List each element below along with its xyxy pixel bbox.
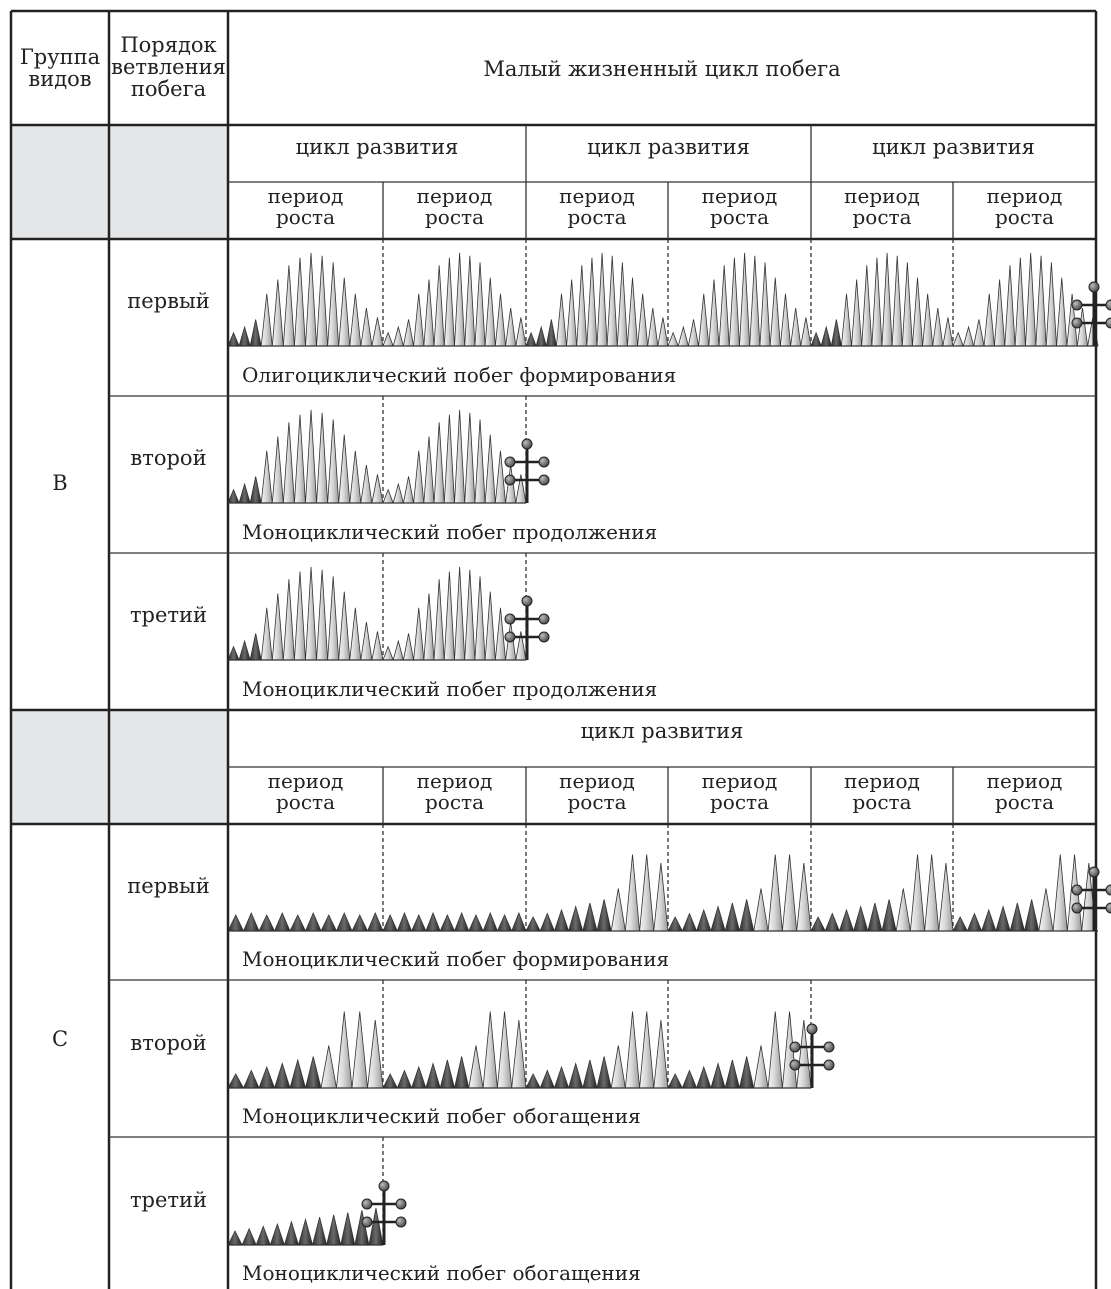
header-shoot-cycle: Малый жизненный цикл побега: [483, 57, 841, 81]
leaf: [465, 256, 475, 346]
leaf: [434, 579, 444, 660]
period-label: период роста: [267, 769, 344, 814]
leaf-scale: [352, 915, 368, 931]
leaf-scale: [967, 914, 981, 932]
leaf: [350, 608, 361, 660]
leaf-scale: [982, 910, 996, 931]
order-label: первый: [127, 289, 210, 313]
leaf: [872, 258, 882, 346]
leaf-scale: [313, 1217, 327, 1245]
leaf-scale: [711, 1064, 725, 1089]
leaf-scale: [668, 917, 682, 931]
leaf: [556, 294, 566, 346]
leaf-scale: [569, 1064, 583, 1089]
leaf-scale: [697, 910, 711, 931]
leaf-scale: [455, 913, 469, 931]
leaf: [403, 476, 413, 503]
leaf-scale: [725, 1060, 739, 1088]
leaf-scale: [337, 913, 353, 931]
leaf: [444, 415, 454, 503]
leaf: [1015, 258, 1025, 346]
leaf: [372, 475, 383, 504]
period-label: период роста: [986, 769, 1063, 814]
leaf-scale: [290, 1060, 306, 1088]
leaf: [495, 451, 505, 503]
leaf-scale: [740, 900, 754, 932]
leaf-scale: [275, 913, 291, 931]
leaf: [403, 633, 413, 660]
leaf-scale: [250, 319, 261, 346]
leaf-scale: [239, 327, 250, 346]
order-label: второй: [130, 446, 207, 470]
leaf: [283, 422, 294, 503]
leaf: [485, 435, 495, 503]
leaf: [465, 570, 475, 660]
leaf: [294, 572, 305, 660]
leaf-scale: [239, 484, 250, 503]
leaf: [455, 410, 465, 503]
leaf-scale: [256, 1226, 270, 1245]
leaf: [455, 567, 465, 660]
leaf-scale: [668, 1074, 682, 1088]
header-group-column: Группа видов: [19, 45, 101, 92]
leaf: [797, 863, 811, 931]
leaf: [465, 413, 475, 503]
leaf: [625, 1012, 639, 1089]
leaf-scale: [526, 333, 536, 346]
leaf-scale: [321, 915, 337, 931]
leaf-scale: [469, 915, 483, 931]
leaf: [328, 262, 339, 346]
leaf: [393, 641, 403, 660]
leaf: [668, 333, 678, 346]
leaf: [577, 265, 587, 346]
leaf: [640, 855, 654, 932]
leaf: [974, 319, 984, 346]
leaf: [339, 592, 350, 660]
leaf-scale: [497, 915, 511, 931]
leaf-scale: [526, 917, 540, 931]
dev-cycle-label: цикл развития: [580, 719, 744, 743]
leaf-scale: [536, 327, 546, 346]
leaf: [272, 280, 283, 347]
leaf: [383, 647, 393, 660]
leaf: [933, 308, 943, 346]
leaf: [791, 308, 801, 346]
leaf: [372, 318, 383, 347]
leaf: [770, 278, 780, 346]
leaf: [261, 608, 272, 660]
leaf: [306, 253, 317, 346]
leaf: [943, 318, 953, 347]
shoot-caption: Моноциклический побег формирования: [242, 947, 670, 971]
leaf: [516, 318, 526, 347]
group-label-c: C: [51, 1027, 69, 1051]
leaf: [339, 278, 350, 346]
leaf-scale: [284, 1222, 298, 1245]
leaf: [688, 319, 698, 346]
leaf: [475, 419, 485, 503]
leaf-scale: [228, 915, 244, 931]
leaf: [852, 280, 862, 347]
leaf: [455, 253, 465, 346]
leaf: [393, 327, 403, 346]
leaf: [740, 253, 750, 346]
leaf-scale: [412, 915, 426, 931]
leaf-scale: [583, 1060, 597, 1088]
inflorescence-icon: [790, 1024, 834, 1088]
leaf-scale: [483, 913, 497, 931]
leaf: [414, 294, 424, 346]
leaf: [627, 278, 637, 346]
leaf-scale: [882, 900, 896, 932]
leaf-scale: [868, 903, 882, 931]
order-label: третий: [129, 603, 208, 627]
leaf: [317, 413, 328, 503]
leaf-scale: [1010, 903, 1024, 931]
leaf: [1046, 262, 1056, 346]
leaf: [912, 278, 922, 346]
leaf: [638, 294, 648, 346]
leaf: [963, 327, 973, 346]
leaf: [328, 576, 339, 660]
leaf-scale: [540, 1071, 554, 1089]
leaf: [306, 567, 317, 660]
leaf: [719, 265, 729, 346]
leaf-scale: [383, 915, 397, 931]
dev-cycle-label: цикл развития: [295, 135, 459, 159]
dev-cycle-label: цикл развития: [587, 135, 750, 159]
leaf: [896, 889, 910, 932]
leaf-scale: [512, 913, 526, 931]
leaf-scale: [369, 1208, 383, 1245]
leaf: [485, 592, 495, 660]
period-label: период роста: [416, 769, 493, 814]
leaf-scale: [355, 1210, 369, 1245]
leaf: [1039, 889, 1053, 932]
leaf: [337, 1012, 353, 1089]
leaf: [862, 265, 872, 346]
leaf-scale: [821, 327, 831, 346]
leaf-scale: [811, 333, 821, 346]
leaf: [283, 265, 294, 346]
leaf: [654, 1020, 668, 1088]
order-label: первый: [127, 874, 210, 898]
leaf: [709, 280, 719, 347]
leaf: [1036, 256, 1046, 346]
leaf-scale: [953, 917, 967, 931]
leaf: [939, 863, 953, 931]
leaf: [424, 594, 434, 661]
leaf-scale: [831, 319, 841, 346]
leaf: [506, 308, 516, 346]
leaf: [414, 608, 424, 660]
leaf: [383, 490, 393, 503]
leaf: [994, 280, 1004, 347]
period-label: период роста: [844, 769, 920, 814]
leaf: [841, 294, 851, 346]
shoot-caption: Моноциклический побег обогащения: [242, 1261, 641, 1285]
leaf-scale: [725, 903, 739, 931]
header-order-column: Порядок ветвления побега: [111, 33, 226, 102]
period-label: период роста: [701, 184, 778, 229]
leaf: [261, 294, 272, 346]
leaf-scale: [244, 1071, 260, 1089]
leaf: [923, 294, 933, 346]
leaf-scale: [854, 907, 868, 932]
leaf-scale: [290, 915, 306, 931]
leaf: [512, 1020, 526, 1088]
leaf-scale: [368, 913, 384, 931]
leaf: [1053, 855, 1067, 932]
leaf: [607, 256, 617, 346]
leaf: [597, 253, 607, 346]
leaf-scale: [839, 910, 853, 931]
leaf: [648, 308, 658, 346]
leaf: [434, 265, 444, 346]
leaf: [801, 318, 811, 347]
leaf: [882, 253, 892, 346]
leaf-scale: [412, 1067, 426, 1088]
leaf-scale: [228, 1074, 244, 1088]
leaf-scale: [569, 907, 583, 932]
leaf-scale: [259, 1067, 275, 1088]
leaf: [658, 318, 668, 347]
leaf-scale: [697, 1067, 711, 1088]
leaf: [350, 451, 361, 503]
leaf-scale: [228, 333, 239, 346]
leaf-scale: [239, 641, 250, 660]
leaf: [414, 451, 424, 503]
leaf: [654, 863, 668, 931]
leaf: [321, 1046, 337, 1089]
leaf: [699, 294, 709, 346]
leaf: [1005, 265, 1015, 346]
leaf-scale: [298, 1220, 312, 1246]
leaf: [750, 256, 760, 346]
leaf: [892, 256, 902, 346]
leaf: [475, 262, 485, 346]
leaf-scale: [546, 319, 556, 346]
leaf: [469, 1046, 483, 1089]
leaf: [754, 889, 768, 932]
leaf: [495, 294, 505, 346]
leaf-scale: [597, 1057, 611, 1089]
leaf: [483, 1012, 497, 1089]
leaf-scale: [228, 490, 239, 503]
leaf-scale: [825, 914, 839, 932]
leaf-scale: [583, 903, 597, 931]
leaf-scale: [383, 1074, 397, 1088]
leaf: [361, 622, 372, 660]
leaf-scale: [682, 914, 696, 932]
leaf: [587, 258, 597, 346]
leaf: [368, 1020, 384, 1088]
leaf: [1057, 278, 1067, 346]
period-label: период роста: [416, 184, 493, 229]
leaf: [768, 1012, 782, 1089]
leaf: [754, 1046, 768, 1089]
order-label: третий: [129, 1188, 208, 1212]
leaf-scale: [228, 647, 239, 660]
leaf: [328, 419, 339, 503]
period-label: период роста: [844, 184, 920, 229]
leaf-scale: [306, 1057, 322, 1089]
period-label: период роста: [986, 184, 1063, 229]
leaf-scale: [554, 1067, 568, 1088]
leaf: [444, 258, 454, 346]
leaf: [272, 594, 283, 661]
group-label-b: B: [52, 471, 68, 495]
leaf-scale: [682, 1071, 696, 1089]
shoot-caption: Моноциклический побег продолжения: [242, 520, 658, 544]
leaf-scale: [1025, 900, 1039, 932]
leaf-scale: [526, 1074, 540, 1088]
leaf-scale: [397, 913, 411, 931]
inflorescence-icon: [362, 1181, 406, 1245]
leaf-scale: [426, 1064, 440, 1089]
leaf: [640, 1012, 654, 1089]
leaf-scale: [811, 917, 825, 931]
shoot-caption: Моноциклический побег продолжения: [242, 677, 658, 701]
leaf-scale: [426, 913, 440, 931]
leaf-scale: [554, 910, 568, 931]
leaf: [910, 855, 924, 932]
leaf: [485, 278, 495, 346]
dev-cycle-label: цикл развития: [872, 135, 1035, 159]
leaf: [317, 256, 328, 346]
leaf: [339, 435, 350, 503]
leaf: [372, 632, 383, 661]
leaf-scale: [996, 907, 1010, 932]
leaf-scale: [270, 1224, 284, 1245]
leaf: [434, 422, 444, 503]
leaf: [294, 415, 305, 503]
leaf-scale: [244, 913, 260, 931]
leaf: [352, 1012, 368, 1089]
leaf: [444, 572, 454, 660]
leaf-scale: [397, 1071, 411, 1089]
leaf-scale: [306, 913, 322, 931]
leaf: [261, 451, 272, 503]
leaf: [317, 570, 328, 660]
leaf-scale: [711, 907, 725, 932]
leaf: [383, 333, 393, 346]
leaf-scale: [597, 900, 611, 932]
leaf: [306, 410, 317, 503]
leaf: [424, 437, 434, 504]
leaf: [495, 608, 505, 660]
leaf: [768, 855, 782, 932]
leaf: [953, 333, 963, 346]
period-label: период роста: [267, 184, 344, 229]
leaf: [902, 262, 912, 346]
leaf-scale: [275, 1064, 291, 1089]
leaf: [625, 855, 639, 932]
leaf-scale: [327, 1215, 341, 1245]
period-label: период роста: [559, 184, 635, 229]
period-label: период роста: [701, 769, 778, 814]
leaf: [617, 262, 627, 346]
shoot-caption: Моноциклический побег обогащения: [242, 1104, 641, 1128]
period-label: период роста: [559, 769, 635, 814]
leaf: [294, 258, 305, 346]
leaf-scale: [228, 1231, 242, 1245]
leaf: [611, 1046, 625, 1089]
leaf: [1026, 253, 1036, 346]
leaf: [475, 576, 485, 660]
leaf: [760, 262, 770, 346]
leaf: [497, 1012, 511, 1089]
leaf-scale: [455, 1057, 469, 1089]
leaf-scale: [250, 633, 261, 660]
leaf-scale: [250, 476, 261, 503]
shoot-caption: Олигоциклический побег формирования: [242, 363, 677, 387]
leaf: [984, 294, 994, 346]
leaf: [283, 579, 294, 660]
leaf: [403, 319, 413, 346]
leaf: [780, 294, 790, 346]
leaf-scale: [740, 1057, 754, 1089]
leaf-scale: [259, 915, 275, 931]
leaf: [611, 889, 625, 932]
leaf: [424, 280, 434, 347]
leaf-scale: [540, 914, 554, 932]
leaf-scale: [440, 915, 454, 931]
order-label: второй: [130, 1031, 207, 1055]
leaf: [567, 280, 577, 347]
leaf-scale: [341, 1213, 355, 1245]
leaf: [925, 855, 939, 932]
leaf: [782, 855, 796, 932]
leaf-scale: [242, 1229, 256, 1245]
leaf-scale: [440, 1060, 454, 1088]
leaf: [678, 327, 688, 346]
leaf: [272, 437, 283, 504]
leaf: [361, 465, 372, 503]
leaf: [361, 308, 372, 346]
leaf: [729, 258, 739, 346]
leaf: [350, 294, 361, 346]
leaf: [393, 484, 403, 503]
